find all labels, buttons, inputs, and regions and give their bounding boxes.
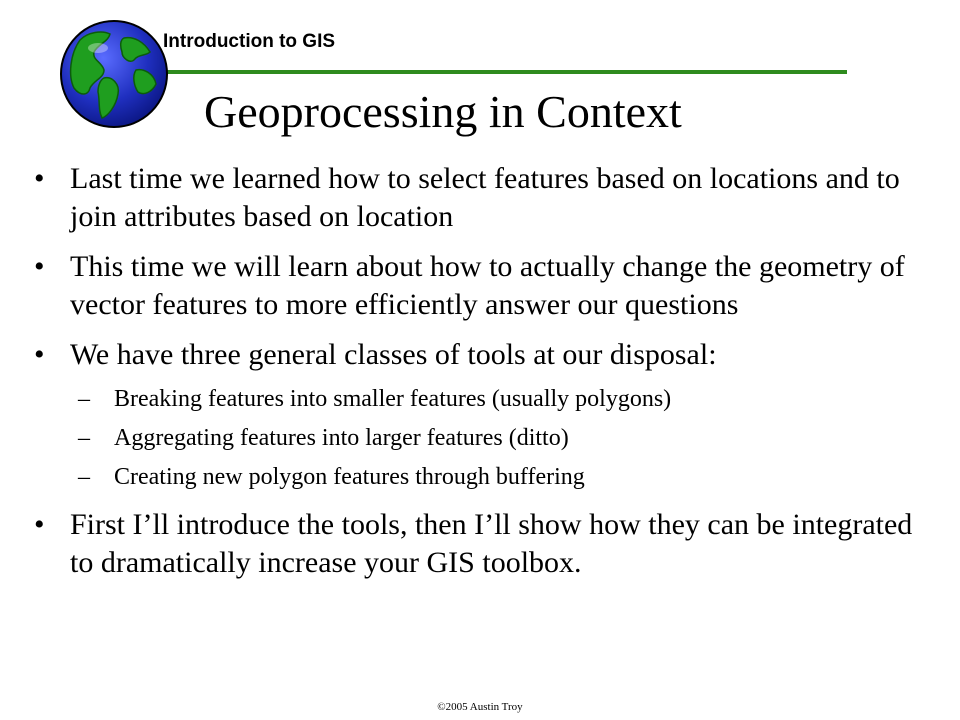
bullet-marker: • [34, 508, 45, 541]
bullet-list [34, 160, 914, 594]
bullet-item [34, 336, 914, 374]
subbullet-marker: – [78, 386, 90, 412]
subbullet-item [34, 384, 914, 414]
subbullet-item [34, 462, 914, 492]
subbullet-marker: – [78, 464, 90, 490]
globe-icon [58, 18, 170, 130]
bullet-marker: • [34, 162, 45, 195]
slide-title: Geoprocessing in Context [204, 86, 682, 137]
bullet-text: This time we will learn about how to actually change the geometry of vector features to more efficiently answer our questions [70, 250, 905, 321]
bullet-marker: • [34, 338, 45, 371]
subbullet-text: Breaking features into smaller features (usually polygons) [114, 386, 672, 412]
bullet-item [34, 506, 914, 582]
header-rule [150, 70, 847, 74]
subbullet-text: Aggregating features into larger features (ditto) [114, 425, 569, 451]
footer-copyright: ©2005 Austin Troy [437, 701, 523, 713]
bullet-text: First I’ll introduce the tools, then I’ll show how they can be integrated to dramatically increase your GIS toolbox. [70, 508, 913, 579]
subbullet-text: Creating new polygon features through buffering [114, 464, 585, 490]
bullet-text: We have three general classes of tools at our disposal: [70, 338, 717, 371]
bullet-text: Last time we learned how to select features based on locations and to join attributes based on location [70, 162, 900, 233]
subbullet-item [34, 423, 914, 453]
bullet-marker: • [34, 250, 45, 283]
subbullet-marker: – [78, 425, 90, 451]
bullet-item [34, 160, 914, 236]
bullet-item [34, 248, 914, 324]
header-title: Introduction to GIS [163, 31, 336, 52]
